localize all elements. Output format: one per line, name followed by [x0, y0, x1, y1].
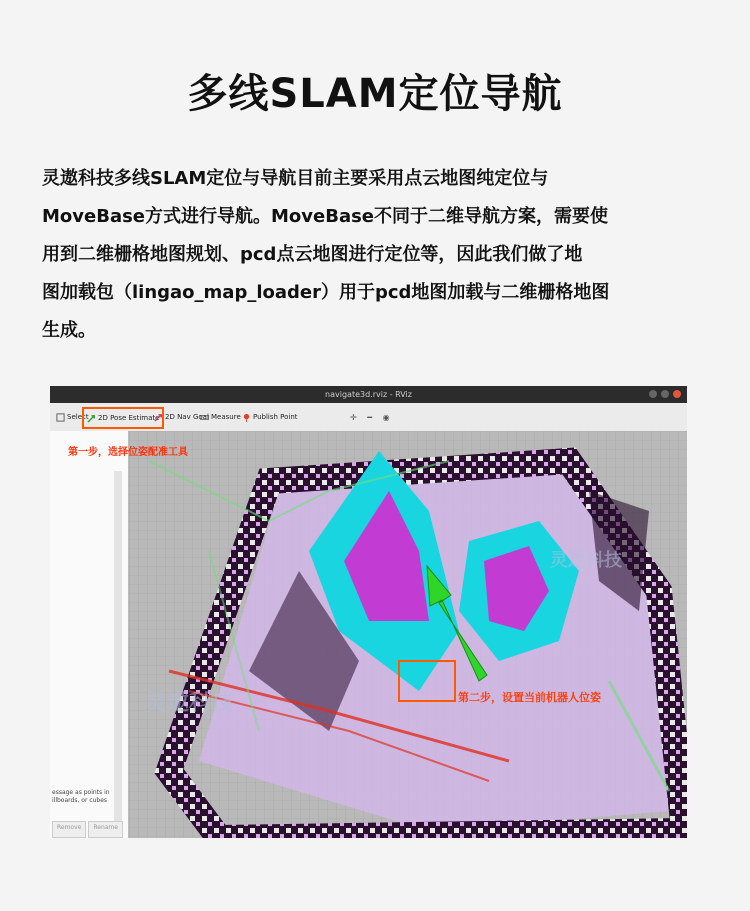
paragraph-line: MoveBase方式进行导航。MoveBase不同于二维导航方案，需要使	[42, 206, 609, 227]
panel-buttons	[50, 821, 130, 838]
window-titlebar	[50, 386, 687, 403]
close-button[interactable]	[673, 390, 681, 398]
watermark: 灵遨科技	[145, 691, 234, 716]
rviz-toolbar	[50, 403, 687, 432]
minimize-button[interactable]	[649, 390, 657, 398]
occupancy-map	[129, 431, 687, 838]
window-title: navigate3d.rviz - RViz	[325, 390, 412, 399]
rviz-screenshot	[50, 386, 687, 838]
nav-goal-label: 2D Nav Goal	[165, 413, 209, 421]
step2-annotation: 第二步，设置当前机器人位姿	[458, 691, 601, 704]
remove-button[interactable]: Remove	[52, 821, 86, 838]
page-title: 多线SLAM定位导航	[187, 71, 563, 117]
measure-tool[interactable]	[200, 409, 241, 425]
rename-button[interactable]: Rename	[88, 821, 123, 838]
step1-annotation: 第一步，选择位姿配准工具	[68, 447, 188, 458]
watermark: 灵遨科技	[550, 550, 622, 571]
publish-point-tool[interactable]	[242, 409, 298, 425]
displays-panel	[50, 431, 129, 838]
view-tool-icons[interactable]: ✛ ━ ◉	[350, 413, 394, 422]
intro-paragraph	[42, 160, 706, 350]
paragraph-line: 灵遨科技多线SLAM定位与导航目前主要采用点云地图纯定位与	[42, 168, 549, 189]
panel-scrollbar[interactable]	[114, 471, 122, 831]
pose-estimate-tool[interactable]	[82, 407, 164, 429]
measure-label: Measure	[211, 413, 241, 421]
select-tool-label: Select	[67, 413, 89, 421]
publish-point-label: Publish Point	[253, 413, 298, 421]
3d-map-view[interactable]	[129, 431, 687, 838]
maximize-button[interactable]	[661, 390, 669, 398]
window-controls	[649, 390, 681, 398]
ruler-icon	[200, 413, 209, 422]
goal-arrow-icon	[154, 413, 163, 422]
robot-pose-highlight-box	[398, 660, 456, 702]
display-help-text: essage as points in illboards, or cubes	[52, 789, 110, 804]
paragraph-line: 用到二维栅格地图规划、pcd点云地图进行定位等，因此我们做了地	[42, 244, 583, 265]
paragraph-line: 图加载包（lingao_map_loader）用于pcd地图加载与二维栅格地图	[42, 282, 610, 303]
pose-estimate-label: 2D Pose Estimate	[98, 414, 160, 422]
pose-arrow-icon	[87, 414, 96, 423]
cursor-icon	[56, 413, 65, 422]
paragraph-line: 生成。	[42, 320, 96, 341]
map-pin-icon	[242, 413, 251, 422]
